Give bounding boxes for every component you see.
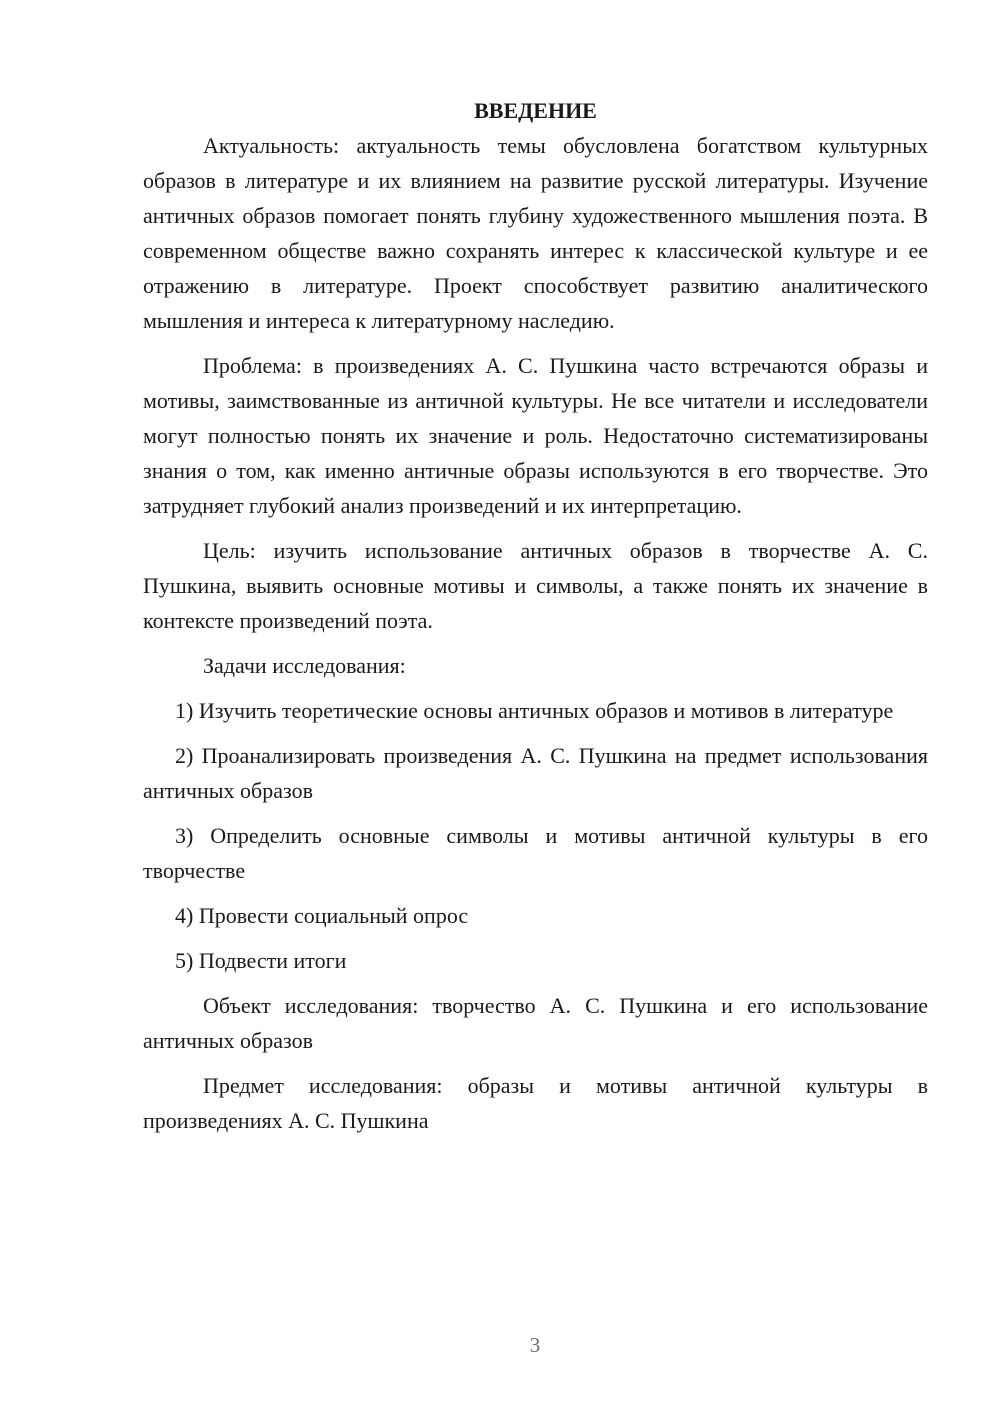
list-item: 4) Провести социальный опрос [175, 903, 469, 928]
paragraph-relevance: Актуальность: актуальность темы обусловлена богатством культурных образов в литературе и их влиянием на развитие русской литературы. Изучение античных образов помогает понять глубину художественного мышления поэта. В современном обществе важно сохранять интерес к классической культуре и ее отражению в литературе. Проект способствует развитию аналитического мышления и интереса к литературному наследию. [143, 133, 928, 333]
paragraph-problem: Проблема: в произведениях А. С. Пушкина часто встречаются образы и мотивы, заимствованные из античной культуры. Не все читатели и исследователи могут полностью понять их значение и роль. Недостаточно систематизированы знания о том, как именно античные образы используются в его творчестве. Это затрудняет глубокий анализ произведений и их интерпретацию. [143, 353, 928, 518]
list-item: 5) Подвести итоги [175, 948, 347, 973]
paragraph-goal: Цель: изучить использование античных образов в творчестве А. С. Пушкина, выявить основные мотивы и символы, а также понять их значение в контексте произведений поэта. [143, 538, 928, 633]
page-title: ВВЕДЕНИЕ [474, 98, 597, 123]
document-page [143, 93, 928, 1148]
paragraph-subject: Предмет исследования: образы и мотивы античной культуры в произведениях А. С. Пушкина [143, 1073, 928, 1133]
list-item: 3) Определить основные символы и мотивы античной культуры в его творчестве [143, 823, 928, 883]
paragraph-object: Объект исследования: творчество А. С. Пушкина и его использование античных образов [143, 993, 928, 1053]
tasks-list [143, 693, 928, 978]
tasks-title: Задачи исследования: [203, 653, 406, 678]
list-item: 1) Изучить теоретические основы античных образов и мотивов в литературе [175, 698, 894, 723]
list-item: 2) Проанализировать произведения А. С. Пушкина на предмет использования античных образов [143, 743, 928, 803]
page-number: 3 [529, 1333, 541, 1357]
